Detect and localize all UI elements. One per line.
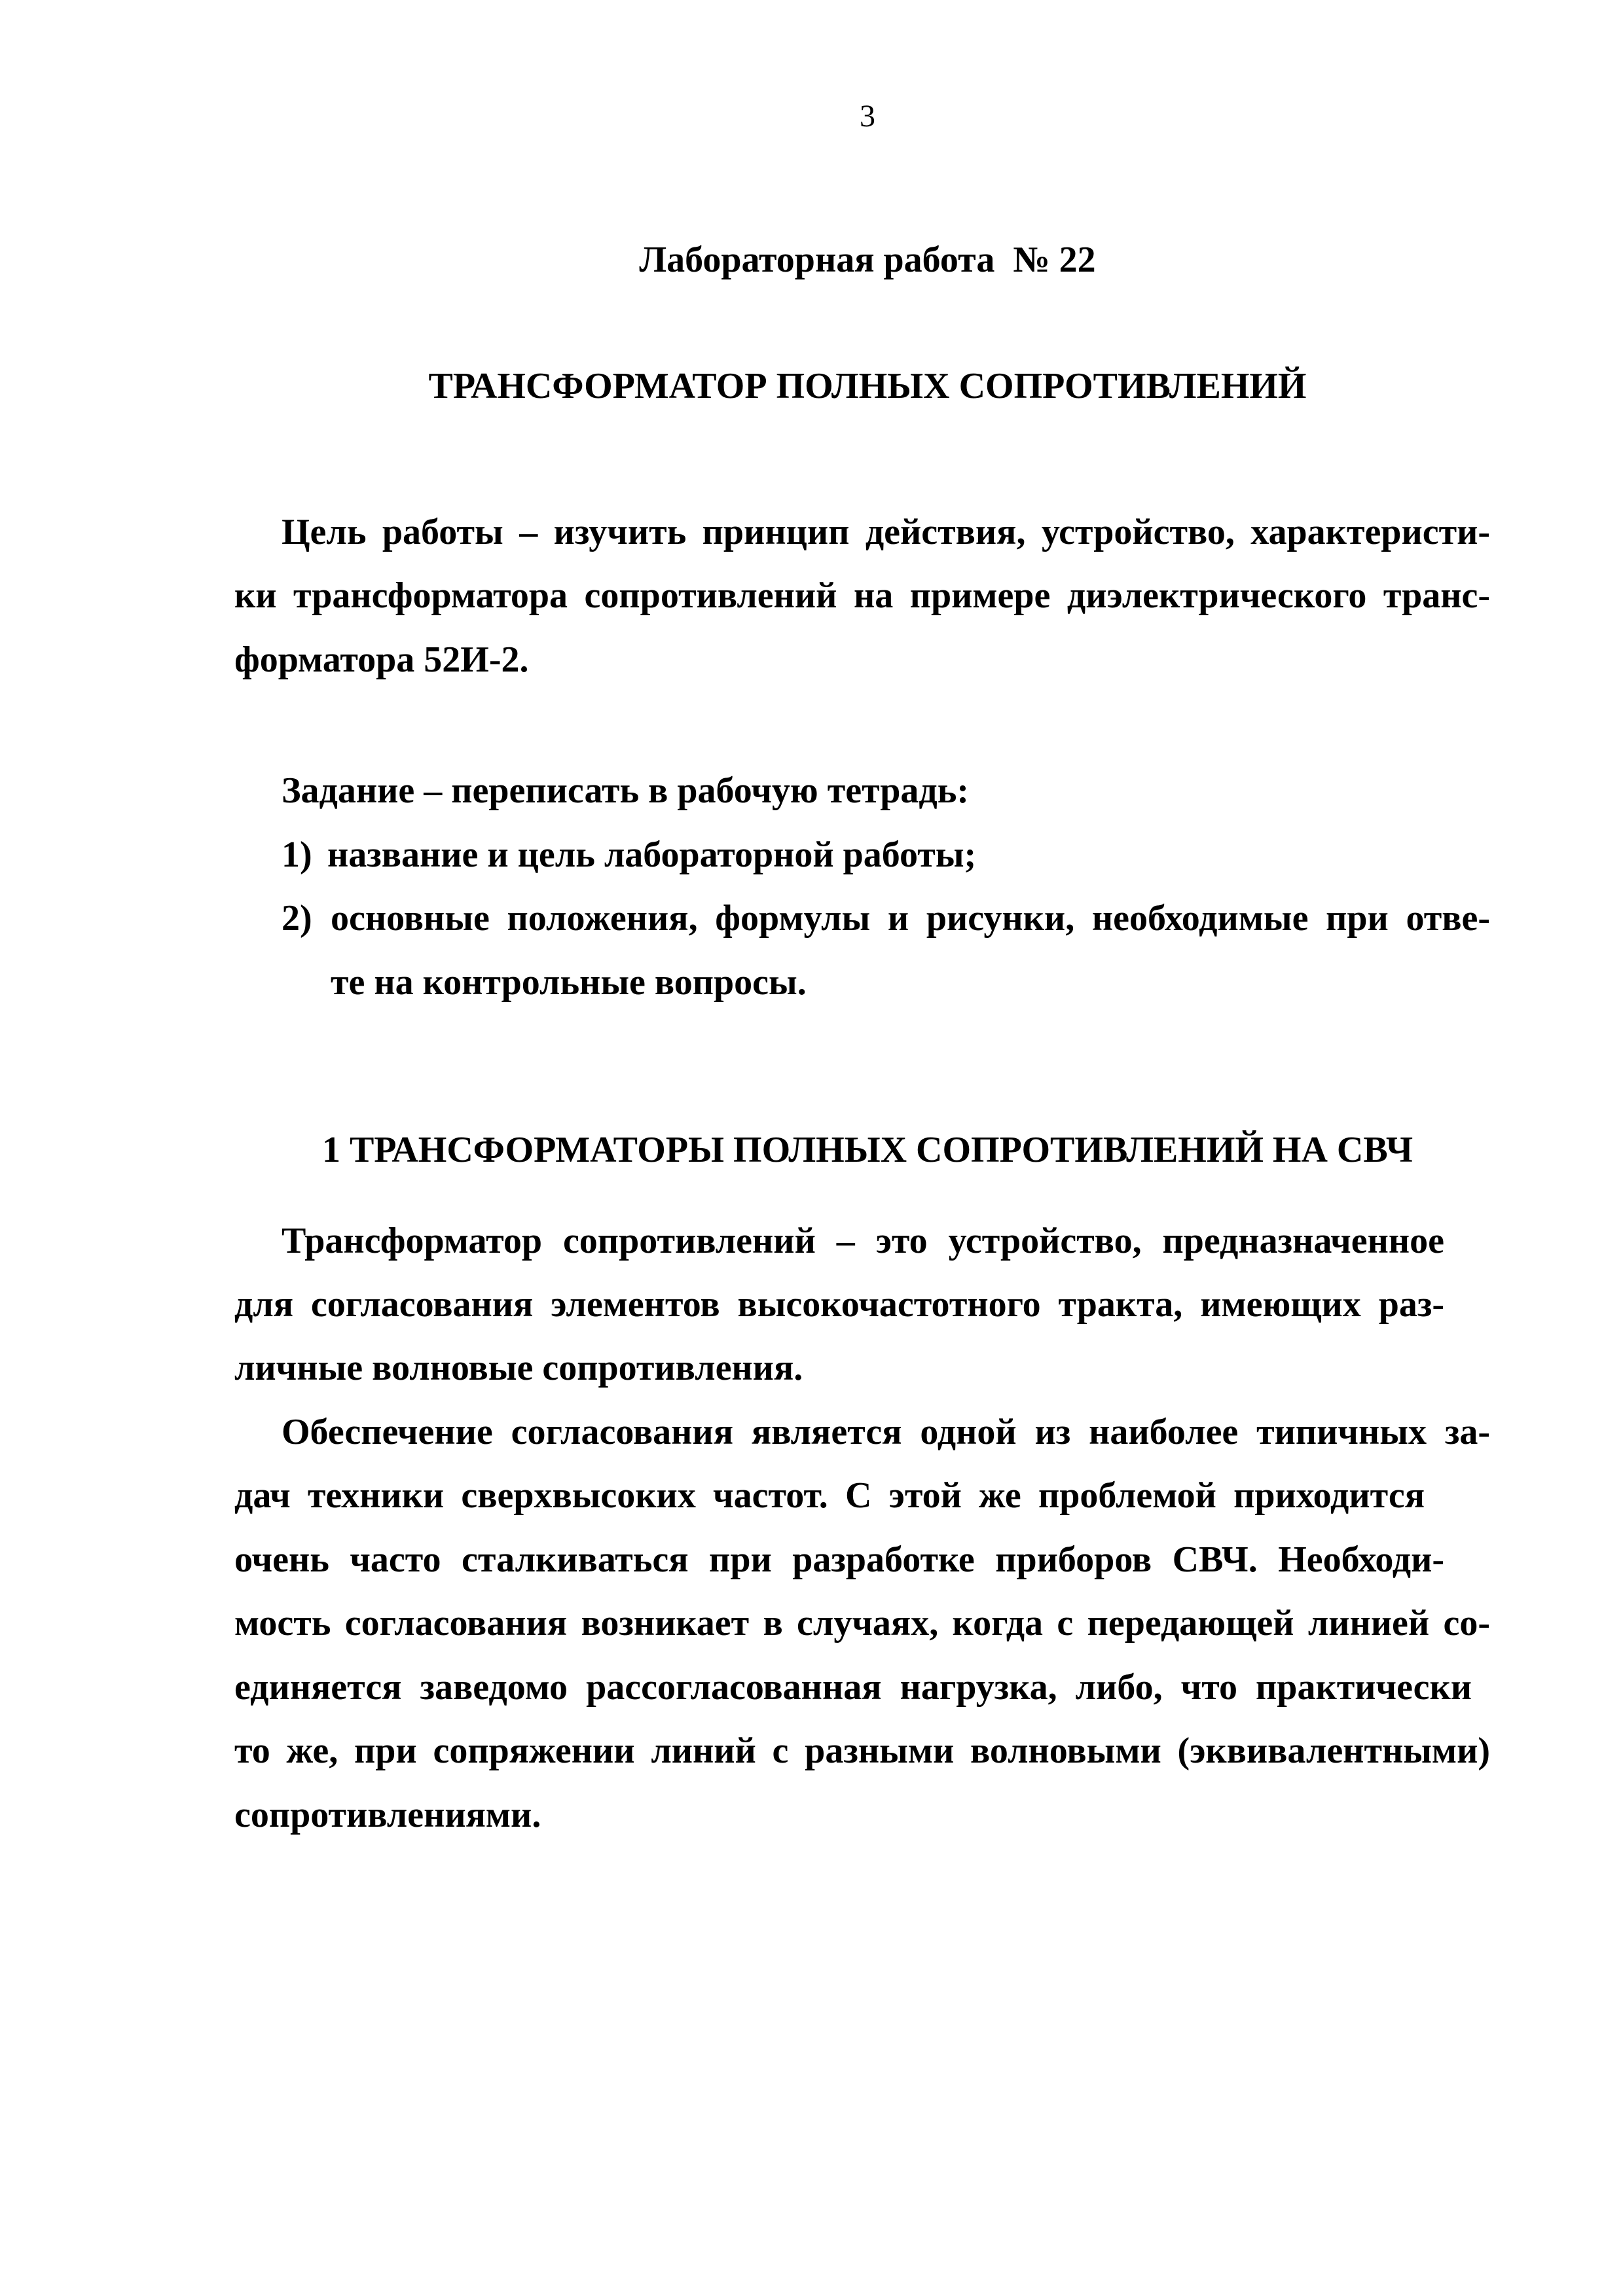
paragraph-line: Трансформатор сопротивлений – это устройство, предназначенное — [282, 1221, 1444, 1261]
paragraph-line: дач техники сверхвысоких частот. С этой же проблемой приходится — [234, 1475, 1425, 1516]
task-item-text: основные положения, формулы и рисунки, необходимые при отве- — [331, 898, 1490, 939]
task-item-number: 2) — [282, 898, 312, 939]
task-item-number: 1) — [282, 834, 312, 875]
task-item-text: название и цель лабораторной работы; — [327, 834, 977, 875]
paragraph-line: сопротивлениями. — [234, 1795, 541, 1835]
paragraph-line: Обеспечение согласования является одной из наиболее типичных за- — [282, 1412, 1490, 1452]
paragraph-line: для согласования элементов высокочастотного тракта, имеющих раз- — [234, 1284, 1444, 1325]
paragraph-line: то же, при сопряжении линий с разными волновыми (эквивалентными) — [234, 1731, 1490, 1771]
task-item-text: те на контрольные вопросы. — [331, 962, 807, 1003]
goal-line: Цель работы – изучить принцип действия, устройство, характеристи- — [282, 512, 1490, 552]
goal-line: ки трансформатора сопротивлений на примере диэлектрического транс- — [234, 575, 1490, 616]
page-number: 3 — [860, 99, 875, 134]
page-title: ТРАНСФОРМАТОР ПОЛНЫХ СОПРОТИВЛЕНИЙ — [428, 366, 1307, 406]
task-intro: Задание – переписать в рабочую тетрадь: — [282, 770, 969, 811]
paragraph-line: мость согласования возникает в случаях, когда с передающей линией со- — [234, 1603, 1490, 1643]
goal-line: форматора 52И-2. — [234, 639, 529, 680]
paragraph-line: очень часто сталкиваться при разработке приборов СВЧ. Необходи- — [234, 1539, 1444, 1580]
section-title: 1 ТРАНСФОРМАТОРЫ ПОЛНЫХ СОПРОТИВЛЕНИЙ НА СВЧ — [321, 1130, 1413, 1170]
paragraph-line: единяется заведомо рассогласованная нагрузка, либо, что практически — [234, 1667, 1472, 1708]
lab-title: Лабораторная работа № 22 — [639, 240, 1096, 280]
paragraph-line: личные волновые сопротивления. — [234, 1348, 803, 1388]
